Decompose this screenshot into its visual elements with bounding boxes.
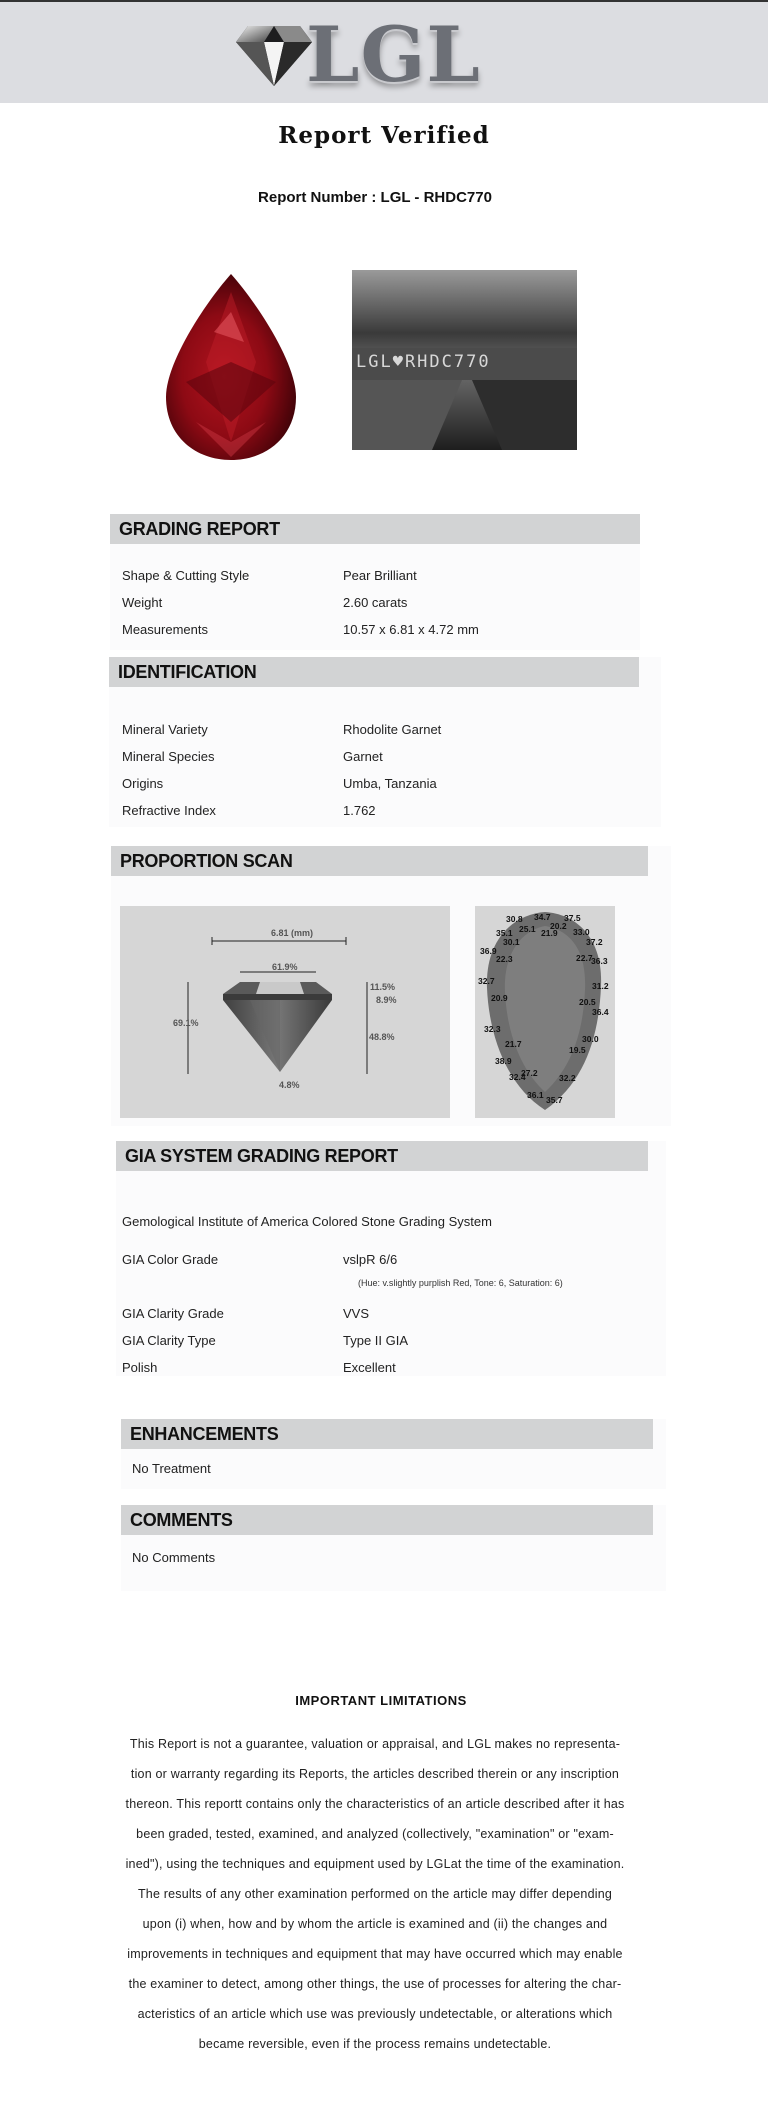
top-view-value: 22.3 bbox=[496, 954, 513, 964]
top-view-value: 21.9 bbox=[541, 928, 558, 938]
limitations-line: tion or warranty regarding its Reports, the articles described therein or any inscription bbox=[130, 1767, 620, 1781]
row-label: Refractive Index bbox=[122, 803, 216, 818]
width-label: 6.81 (mm) bbox=[271, 928, 314, 938]
row-label: GIA Clarity Grade bbox=[122, 1306, 224, 1321]
limitations-line: This Report is not a guarantee, valuation or appraisal, and LGL makes no representa- bbox=[129, 1737, 621, 1751]
inscription-photo bbox=[352, 270, 577, 450]
top-view-value: 25.1 bbox=[519, 924, 536, 934]
top-view-value: 20.5 bbox=[579, 997, 596, 1007]
row-value: Excellent bbox=[343, 1360, 396, 1375]
diamond-icon bbox=[234, 22, 314, 88]
top-view-value: 22.7 bbox=[576, 953, 593, 963]
top-view-value: 32.7 bbox=[478, 976, 495, 986]
top-view-value: 27.2 bbox=[521, 1068, 538, 1078]
row-value: Type II GIA bbox=[343, 1333, 409, 1348]
enhancements-heading: ENHANCEMENTS bbox=[121, 1419, 653, 1449]
gia-system-label: Gemological Institute of America Colored Stone Grading System bbox=[122, 1214, 492, 1229]
depth-label: 69.1% bbox=[173, 1018, 199, 1028]
limitations-line: the examiner to detect, among other things, the use of processes for altering the char- bbox=[128, 1977, 622, 1991]
side-profile-scan bbox=[120, 906, 450, 1118]
top-view-value: 36.3 bbox=[591, 956, 608, 966]
top-view-value: 31.2 bbox=[592, 981, 609, 991]
limitations-line: ined"), using the techniques and equipment used by LGLat the time of the examination. bbox=[125, 1857, 625, 1871]
top-view-value: 36.1 bbox=[527, 1090, 544, 1100]
top-view-value: 38.9 bbox=[495, 1056, 512, 1066]
row-value: Garnet bbox=[343, 749, 383, 764]
logo-text: LGL bbox=[306, 10, 481, 99]
gia-color-note: (Hue: v.slightly purplish Red, Tone: 6, Saturation: 6) bbox=[358, 1278, 563, 1288]
row-value: Rhodolite Garnet bbox=[343, 722, 442, 737]
row-value: 1.762 bbox=[343, 803, 376, 818]
header-banner bbox=[0, 2, 768, 103]
report-number: Report Number : LGL - RHDC770 bbox=[258, 189, 492, 206]
culet-label: 4.8% bbox=[279, 1080, 300, 1090]
lgl-logo[interactable] bbox=[232, 10, 492, 99]
row-value: Pear Brilliant bbox=[343, 568, 417, 583]
top-view-value: 32.3 bbox=[484, 1024, 501, 1034]
top-view-value: 37.2 bbox=[586, 937, 603, 947]
inscription-text: LGL♥RHDC770 bbox=[356, 352, 491, 372]
gia-report-heading: GIA SYSTEM GRADING REPORT bbox=[116, 1141, 648, 1171]
top-view-value: 30.1 bbox=[503, 937, 520, 947]
limitations-line: thereon. This reportt contains only the characteristics of an article described after it has bbox=[125, 1797, 625, 1811]
row-label: Origins bbox=[122, 776, 164, 791]
row-label: Weight bbox=[122, 595, 163, 610]
top-view-value: 32.4 bbox=[509, 1072, 526, 1082]
top-view-value: 37.5 bbox=[564, 913, 581, 923]
top-view-value: 35.7 bbox=[546, 1095, 563, 1105]
row-value: 2.60 carats bbox=[343, 595, 408, 610]
identification-heading: IDENTIFICATION bbox=[109, 657, 639, 687]
row-value: vslpR 6/6 bbox=[343, 1252, 398, 1267]
grading-report-heading: GRADING REPORT bbox=[110, 514, 640, 544]
row-label: Measurements bbox=[122, 622, 208, 637]
limitations-line: acteristics of an article which use was previously undetectable, or alterations which bbox=[137, 2007, 613, 2021]
row-label: Mineral Variety bbox=[122, 722, 208, 737]
top-view-value: 35.1 bbox=[496, 928, 513, 938]
girdle-label: 8.9% bbox=[376, 995, 397, 1005]
proportion-scan-heading: PROPORTION SCAN bbox=[111, 846, 648, 876]
row-label: GIA Color Grade bbox=[122, 1252, 219, 1267]
top-view-value: 32.2 bbox=[559, 1073, 576, 1083]
limitations-line: became reversible, even if the process remains undetectable. bbox=[198, 2037, 552, 2051]
top-view-value: 36.4 bbox=[592, 1007, 609, 1017]
enhancements-text: No Treatment bbox=[132, 1461, 211, 1476]
top-view-value: 20.2 bbox=[550, 921, 567, 931]
row-value: 10.57 x 6.81 x 4.72 mm bbox=[343, 622, 479, 637]
row-value: VVS bbox=[343, 1306, 370, 1321]
limitations-line: been graded, tested, examined, and analyzed (collectively, "examination" or "exam- bbox=[136, 1827, 614, 1841]
limitations-line: improvements in techniques and equipment that may have occurred which may enable bbox=[127, 1947, 623, 1961]
top-view-value: 21.7 bbox=[505, 1039, 522, 1049]
row-label: Polish bbox=[122, 1360, 158, 1375]
limitations-line: upon (i) when, how and by whom the article is examined and (ii) the changes and bbox=[142, 1917, 608, 1931]
top-view-value: 20.9 bbox=[491, 993, 508, 1003]
comments-text: No Comments bbox=[132, 1550, 216, 1565]
top-view-value: 33.0 bbox=[573, 927, 590, 937]
row-label: Mineral Species bbox=[122, 749, 215, 764]
crown-label: 11.5% bbox=[370, 982, 396, 992]
limitations-title: IMPORTANT LIMITATIONS bbox=[295, 1693, 467, 1708]
comments-heading: COMMENTS bbox=[121, 1505, 653, 1535]
row-label: GIA Clarity Type bbox=[122, 1333, 216, 1348]
row-value: Umba, Tanzania bbox=[343, 776, 437, 791]
top-view-value: 19.5 bbox=[569, 1045, 586, 1055]
table-label: 61.9% bbox=[272, 962, 298, 972]
top-view-value: 34.7 bbox=[534, 912, 551, 922]
gemstone-photo bbox=[136, 272, 326, 462]
top-view-value: 30.0 bbox=[582, 1034, 599, 1044]
limitations-line: The results of any other examination performed on the article may differ depending bbox=[137, 1887, 613, 1901]
top-view-scan bbox=[475, 906, 615, 1118]
row-label: Shape & Cutting Style bbox=[122, 568, 250, 583]
page-title: Report Verified bbox=[278, 122, 490, 149]
top-view-value: 30.8 bbox=[506, 914, 523, 924]
top-view-value: 36.9 bbox=[480, 946, 497, 956]
pavilion-label: 48.8% bbox=[369, 1032, 395, 1042]
